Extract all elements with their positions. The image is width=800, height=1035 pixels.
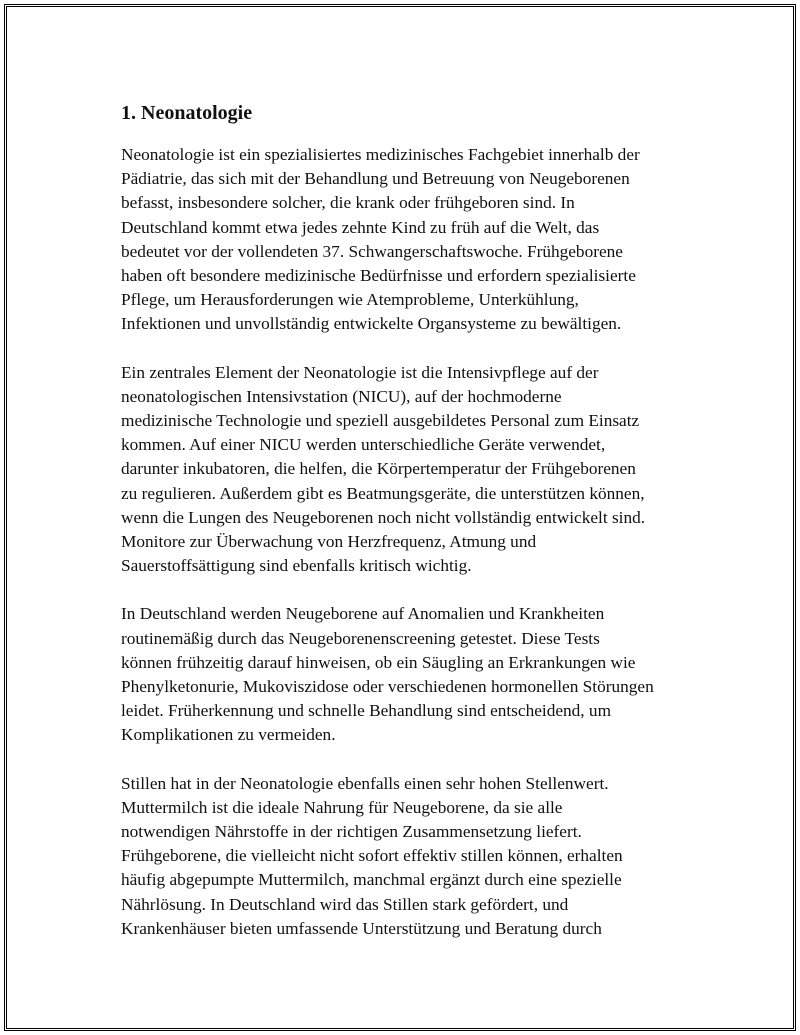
section-heading: 1. Neonatologie — [121, 102, 253, 124]
paragraph-line: Pflege, um Herausforderungen wie Atemprobleme, Unterkühlung, — [121, 290, 579, 310]
paragraph-2 — [121, 361, 701, 579]
paragraph-line: bedeutet vor der vollendeten 37. Schwangerschaftswoche. Frühgeborene — [121, 241, 623, 261]
paragraph-line: Sauerstoffsättigung sind ebenfalls kritisch wichtig. — [121, 556, 472, 576]
paragraph-line: Krankenhäuser bieten umfassende Unterstützung und Beratung durch — [121, 918, 602, 938]
document-content — [121, 99, 701, 965]
paragraph-line: Deutschland kommt etwa jedes zehnte Kind zu früh auf die Welt, das — [121, 217, 600, 237]
paragraph-line: befasst, insbesondere solcher, die krank oder frühgeboren sind. In — [121, 193, 575, 213]
paragraph-line: zu regulieren. Außerdem gibt es Beatmungsgeräte, die unterstützen können, — [121, 483, 645, 503]
paragraph-line: leidet. Früherkennung und schnelle Behandlung sind entscheidend, um — [121, 701, 612, 721]
paragraph-4 — [121, 772, 701, 941]
paragraph-line: häufig abgepumpte Muttermilch, manchmal ergänzt durch eine spezielle — [121, 870, 622, 890]
paragraph-line: Monitore zur Überwachung von Herzfrequenz, Atmung und — [121, 532, 537, 552]
paragraph-line: Infektionen und unvollständig entwickelte Organsysteme zu bewältigen. — [121, 314, 622, 334]
paragraph-line: neonatologischen Intensivstation (NICU), auf der hochmoderne — [121, 386, 562, 406]
paragraph-line: routinemäßig durch das Neugeborenenscreening getestet. Diese Tests — [121, 628, 600, 648]
paragraph-line: notwendigen Nährstoffe in der richtigen Zusammensetzung liefert. — [121, 822, 582, 842]
page-frame — [4, 4, 796, 1031]
paragraph-line: Muttermilch ist die ideale Nahrung für Neugeborene, da sie alle — [121, 797, 563, 817]
paragraph-3 — [121, 602, 701, 747]
paragraph-1 — [121, 143, 701, 337]
paragraph-line: medizinische Technologie und speziell ausgebildetes Personal zum Einsatz — [121, 411, 640, 431]
paragraph-line: Stillen hat in der Neonatologie ebenfalls einen sehr hohen Stellenwert. — [121, 773, 609, 793]
paragraph-line: Neonatologie ist ein spezialisiertes medizinisches Fachgebiet innerhalb der — [121, 145, 640, 164]
paragraph-line: Phenylketonurie, Mukoviszidose oder verschiedenen hormonellen Störungen — [121, 677, 654, 697]
paragraph-line: wenn die Lungen des Neugeborenen noch nicht vollständig entwickelt sind. — [121, 507, 646, 527]
paragraph-line: Nährlösung. In Deutschland wird das Stillen stark gefördert, und — [121, 894, 569, 914]
paragraph-line: kommen. Auf einer NICU werden unterschiedliche Geräte verwendet, — [121, 435, 606, 455]
paragraph-line: Komplikationen zu vermeiden. — [121, 725, 336, 745]
paragraph-line: Frühgeborene, die vielleicht nicht sofort effektiv stillen können, erhalten — [121, 846, 623, 866]
paragraph-line: haben oft besondere medizinische Bedürfnisse und erfordern spezialisierte — [121, 266, 636, 286]
paragraphs-container — [121, 143, 701, 941]
paragraph-line: können frühzeitig darauf hinweisen, ob ein Säugling an Erkrankungen wie — [121, 652, 636, 672]
paragraph-line: darunter inkubatoren, die helfen, die Körpertemperatur der Frühgeborenen — [121, 459, 636, 479]
paragraph-line: Pädiatrie, das sich mit der Behandlung und Betreuung von Neugeborenen — [121, 169, 630, 189]
paragraph-line: In Deutschland werden Neugeborene auf Anomalien und Krankheiten — [121, 604, 605, 624]
paragraph-line: Ein zentrales Element der Neonatologie ist die Intensivpflege auf der — [121, 362, 599, 382]
